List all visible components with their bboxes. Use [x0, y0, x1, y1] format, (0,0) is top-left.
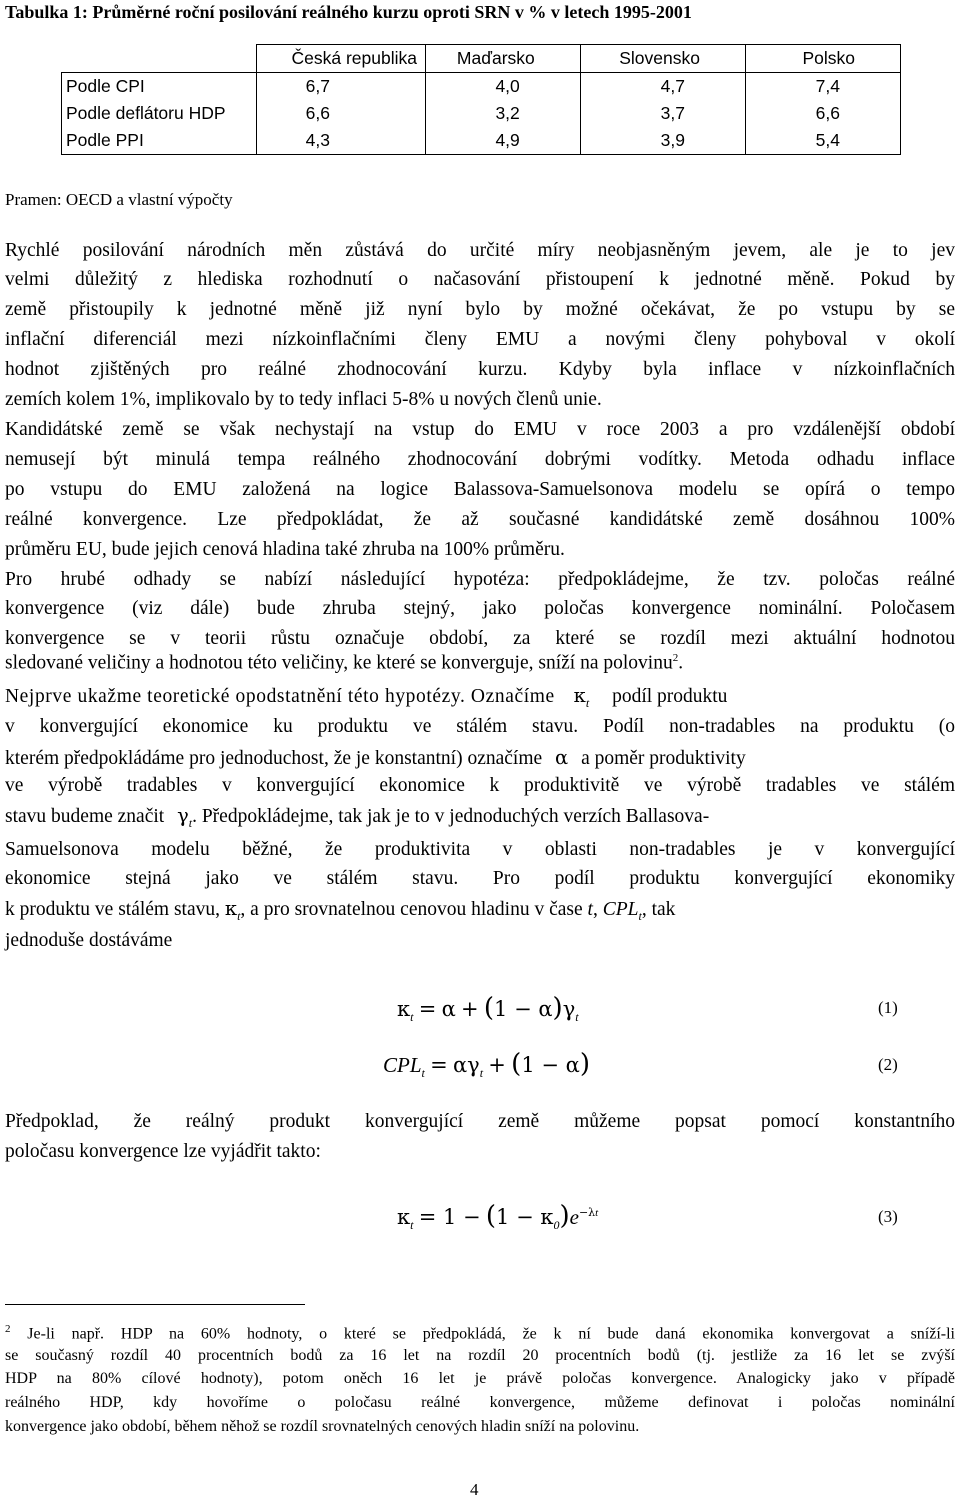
table-row: [62, 127, 901, 155]
body-line: Nejprve ukažme teoretické opodstatnění této hypotézy. Označíme $\kappa_t$ podíl produktu: [5, 684, 728, 710]
table-cell: 3,7: [580, 100, 745, 127]
table-cell: 4,9: [425, 127, 580, 155]
table-cell: 7,4: [745, 73, 900, 101]
body-text: podíl produktu: [612, 686, 728, 707]
table-source: Pramen: OECD a vlastní výpočty: [5, 190, 233, 209]
table-cell: Podle CPI: [62, 73, 257, 101]
table-cell: 4,3: [256, 127, 425, 155]
footnote-line: HDP na 80% cílové hodnoty), potom oněch 16 let je právě poločas konvergence. Analogicky jako v případě: [5, 1370, 955, 1387]
body-text: k produktu ve stálém stavu,: [5, 899, 221, 920]
kappa-symbol: κ: [573, 684, 586, 707]
body-text: Nejprve ukažme teoretické opodstatnění této hypotézy. Označíme: [5, 686, 555, 707]
body-line: jednoduše dostáváme: [5, 930, 173, 951]
footnote-text: Je-li např. HDP na 60% hodnoty, o které se předpokládá, že k ní bude daná ekonomika konvergovat a sníží-li: [27, 1325, 956, 1343]
body-line: konvergence (viz dále) bude zhruba stejný, jako poločas konvergence nominální. Poločasem: [5, 598, 955, 619]
body-line: reálné konvergence. Lze předpokládat, že až současné kandidátské země dosáhnou 100%: [5, 509, 955, 530]
table-cell: 3,2: [425, 100, 580, 127]
table-cell: 6,7: [256, 73, 425, 101]
body-line: inflační diferenciál mezi nízkoinflačními členy EMU a novými členy pohyboval v okolí: [5, 329, 955, 350]
equation-1: $\kappa_t = \alpha + (1 - \alpha)\gamma_t$: [397, 993, 579, 1025]
inflation-table: [61, 44, 901, 155]
body-line: po vstupu do EMU založená na logice Balassova-Samuelsonova modelu se opírá o tempo: [5, 479, 955, 500]
body-line: nemusejí být minulá tempa reálného zhodnocování dobrými vodítky. Metoda odhadu inflace: [5, 449, 955, 470]
body-line: poločasu konvergence lze vyjádřit takto:: [5, 1141, 321, 1162]
table-cell: 3,9: [580, 127, 745, 155]
table-cell: 6,6: [256, 100, 425, 127]
equation-number: (1): [878, 998, 898, 1017]
body-line: průměru EU, bude jejich cenová hladina také zhruba na 100% průměru.: [5, 539, 565, 560]
body-text: a poměr produktivity: [581, 748, 746, 769]
equation-number: (2): [878, 1055, 898, 1074]
table-header-cell: Slovensko: [580, 45, 745, 73]
body-text: , tak: [641, 899, 676, 920]
table-header-row: [62, 45, 901, 73]
body-line: konvergence se v teorii růstu označuje období, za které se rozdíl mezi aktuální hodnotou: [5, 628, 955, 649]
footnote-line: [5, 1323, 955, 1343]
body-text: , a pro srovnatelnou cenovou hladinu v čase: [240, 899, 583, 920]
footnote-line: se současný rozdíl 40 procentních bodů za 16 let na rozdíl 20 procentních bodů (tj. jestliže za 16 let se zvýší: [5, 1347, 955, 1364]
footnote-ref: 2: [672, 652, 679, 664]
body-line: sledované veličiny a hodnotou této veličiny, ke které se konverguje, sníží na polovinu$^2$.: [5, 652, 684, 674]
body-line: Pro hrubé odhady se nabízí následující hypotéza: předpokládejme, že tzv. poločas reálné: [5, 569, 955, 590]
table-caption: Tabulka 1: Průměrné roční posilování reálného kurzu oproti SRN v % v letech 1995-2001: [5, 2, 692, 22]
equation-3: $\kappa_t = 1 - (1 - \kappa_0)e^{-\lambda t}$: [397, 1201, 599, 1233]
alpha-symbol: α: [555, 746, 569, 769]
body-line: k produktu ve stálém stavu, $\kappa_t$, a pro srovnatelnou cenovou hladinu v čase t, $CPL_t$, tak: [5, 897, 676, 923]
body-text: stavu budeme značit: [5, 806, 165, 827]
body-line: země přistoupily k jednotné měně již nyní bylo by možné očekávat, že po vstupu by se: [5, 299, 955, 320]
body-line: velmi důležitý z hlediska rozhodnutí o načasování přistoupení k jednotné měně. Pokud by: [5, 269, 955, 290]
body-line: Předpoklad, že reálný produkt konvergující země můžeme popsat pomocí konstantního: [5, 1111, 955, 1132]
body-line: ekonomice stejná jako ve stálém stavu. Pro podíl produktu konvergující ekonomiky: [5, 868, 955, 889]
table-header-cell: Česká republika: [256, 45, 425, 73]
body-line: Rychlé posilování národních měn zůstává do určité míry neobjasněným jevem, ale je to jev: [5, 240, 955, 261]
table-header-cell: Maďarsko: [425, 45, 580, 73]
body-line: zemích kolem 1%, implikovalo by to tedy inflaci 5-8% u nových členů unie.: [5, 389, 602, 410]
body-text: kterém předpokládáme pro jednoduchost, že je konstantní) označíme: [5, 748, 543, 769]
table-header-cell: Polsko: [745, 45, 900, 73]
body-text: sledované veličiny a hodnotou této veličiny, ke které se konverguje, sníží na polovinu: [5, 652, 673, 674]
footnote-marker: 2: [5, 1323, 11, 1335]
footnote-line: reálného HDP, kdy hovoříme o poločasu reálné konvergence, můžeme definovat i poločas nominální: [5, 1394, 955, 1411]
table-cell: 6,6: [745, 100, 900, 127]
equation-2: $CPL_t = \alpha\gamma_t + (1 - \alpha)$: [383, 1049, 590, 1081]
body-line: [5, 746, 955, 770]
body-line: Samuelsonova modelu běžné, že produktivita v oblasti non-tradables je v konvergující: [5, 839, 955, 860]
footnote-line: konvergence jako období, během něhož se rozdíl srovnatelných cenových hladin sníží na polovinu.: [5, 1418, 640, 1435]
body-line: hodnot zjištěných pro reálné zhodnocování kurzu. Kdyby byla inflace v nízkoinflačních: [5, 359, 955, 380]
body-text: . Předpokládejme, tak jak je to v jednoduchých verzích Ballasova-: [192, 806, 710, 827]
body-line: v konvergující ekonomice ku produktu ve stálém stavu. Podíl non-tradables na produktu (o: [5, 716, 955, 737]
footnote-divider: [5, 1304, 305, 1305]
page-number: 4: [470, 1480, 479, 1499]
body-line: stavu budeme značit $\gamma_t$. Předpokládejme, tak jak je to v jednoduchých verzích Ballasova-: [5, 804, 710, 830]
kappa-symbol: κ: [224, 897, 238, 920]
table-header-cell: [62, 45, 257, 73]
table-row: [62, 73, 901, 101]
table-cell: 5,4: [745, 127, 900, 155]
equation-number: (3): [878, 1207, 898, 1226]
body-line: ve výrobě tradables v konvergující ekonomice k produktivitě ve výrobě tradables ve stálém: [5, 775, 955, 796]
table-cell: 4,7: [580, 73, 745, 101]
table-row: [62, 100, 901, 127]
table-cell: 4,0: [425, 73, 580, 101]
table-cell: Podle deflátoru HDP: [62, 100, 257, 127]
body-line: Kandidátské země se však nechystají na vstup do EMU v roce 2003 a pro vzdálenější období: [5, 419, 955, 440]
table-cell: Podle PPI: [62, 127, 257, 155]
gamma-symbol: γ: [177, 804, 189, 827]
